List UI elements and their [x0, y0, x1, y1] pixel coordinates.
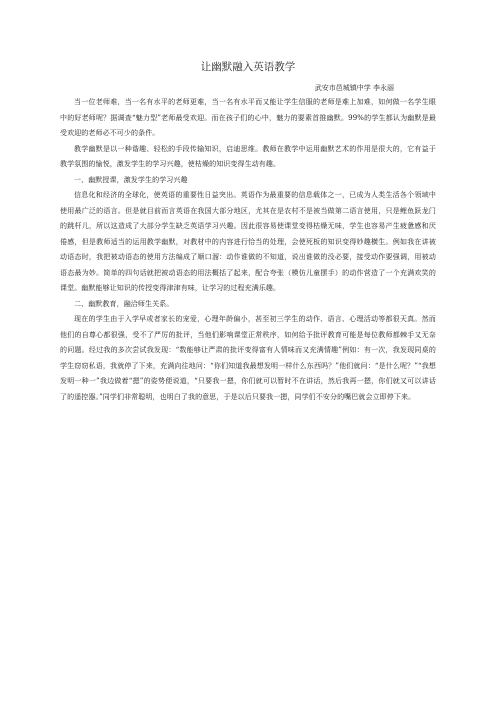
document-page [60, 60, 436, 405]
section-heading-1: 一、幽默授课，激发学生的学习兴趣 [74, 175, 188, 184]
paragraph-section-2: 现在的学生由于入学早或者家长的宠爱，心理年龄偏小，甚至初三学生的动作、语言、心理活动等都很天真。然而他们的自尊心都很强，受不了严厉的批评，当他们影响课堂正常秩序，如何给予批评教育可能是每位教师都棘手又无奈的问题。经过我的多次尝试我发现：“数能够让严肃的批评变得富有人情味而又充满情趣”例如：有一次，我发现同桌的学生窃窃私语，我就停了下来，充满向往地问：“你们知道我最想发明一样什么东西吗？”他们就问：“是什么呢？”“我想发明一种一”我边做着“摁”的姿势便说道，“只要我一摁，你们就可以暂时不在讲话，然后我再一摁，你们就又可以讲话了的遥控器。”同学们非常聪明，也明白了我的意思，于是以后只要我一摁，同学们不安分的嘴巴就会立即停下来。 [60, 315, 436, 401]
document-title: 让幽默融入英语教学 [200, 61, 296, 73]
paragraph-intro: 当一位老师难，当一名有水平的老师更难，当一名有水平而又能让学生信服的老师是难上加难，如何做一名学生眼中的好老师呢？据调查“魅力型”老师最受欢迎。而在孩子们的心中，魅力的要素首推幽默。99%的学生都认为幽默是最受欢迎的老师必不可少的条件。 [60, 98, 436, 137]
paragraph-section-1: 信息化和经济的全球化，使英语的重要性日益突出。英语作为最重要的信息载体之一，已成为人类生活各个领域中使用最广泛的语言。但是就目前而言英语在我国大部分地区，尤其在是农村不是被当做第二语言使用，只是鲤鱼跃龙门的跳杆儿，所以这造成了大部分学生缺乏英语学习兴趣。因此很容易使课堂变得枯燥无味，学生也容易产生疲惫感和厌倦感，但是教师适当的运用教学幽默，对教材中的内容进行恰当的处理，会使死板的知识变得妙趣横生。例如我在讲被动语态时，我把被动语态的使用方法编成了顺口溜：动作谁做的不知道，说出谁做的没必要，接受动作要强调，用被动语态最为妙。简单的四句话就把被动语态的用法概括了起来，配合夸张（模仿儿童摆手）的动作营造了一个充满欢笑的课堂。幽默能够让知识的传授变得津津有味，让学习的过程充满乐趣。 [60, 191, 436, 292]
author-byline: 武安市邑城镇中学 李永丽 [314, 84, 394, 92]
paragraph-humor-definition: 教学幽默是以一种谐趣、轻松的手段传输知识，启迪思维。教师在教学中运用幽默艺术的作用是很大的，它有益于教学氛围的愉悦，激发学生的学习兴趣，使枯燥的知识变得生动有趣。 [60, 144, 436, 168]
section-heading-2: 二、幽默教育，融洽师生关系。 [74, 299, 174, 308]
